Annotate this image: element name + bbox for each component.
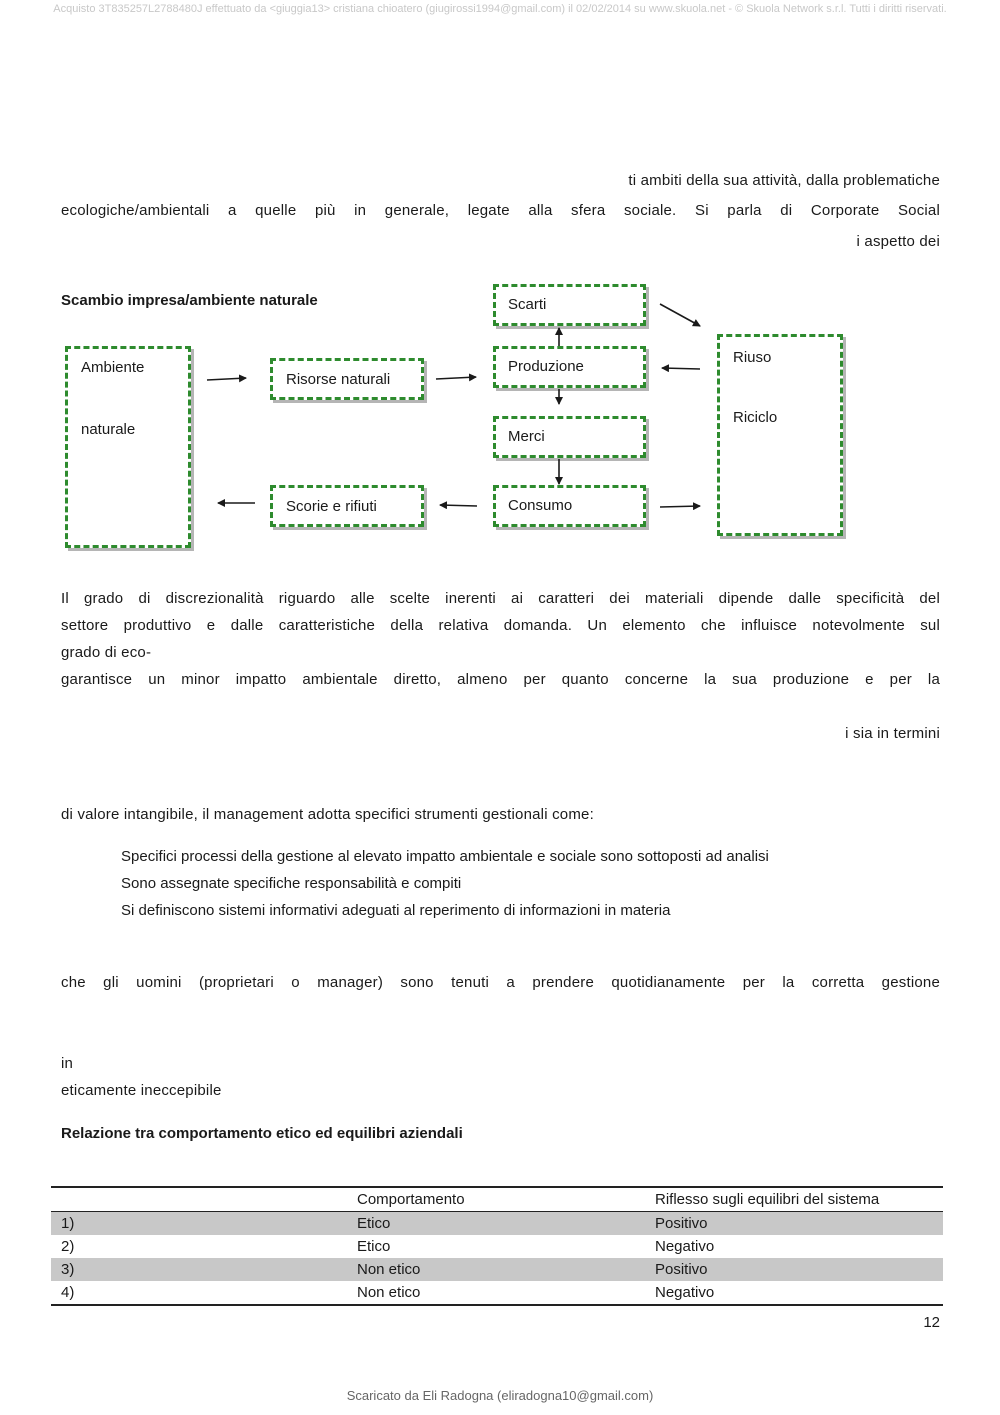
p4-line-1: in [61,1055,74,1072]
arrow-ambiente-to-risorse [207,378,246,380]
table-cell: Non etico [357,1261,421,1278]
table-title: Relazione tra comportamento etico ed equilibri aziendali [61,1125,463,1142]
table-cell: 3) [61,1261,75,1278]
box-riuso-label: Riuso [733,349,772,366]
intro-line-1: ti ambiti della sua attività, dalla problematiche [628,172,940,189]
p3-line: che gli uomini (proprietari o manager) sono tenuti a prendere quotidianamente per la corretta gestione [61,974,940,991]
box-scorie-label: Scorie e rifiuti [286,498,377,515]
box-produzione-label: Produzione [508,358,584,375]
p1-line-2: settore produttivo e dalle caratteristiche della relativa domanda. Un elemento che influisce notevolmente sul [61,617,940,634]
box-ambiente-label-2: naturale [81,421,136,438]
list-item: Specifici processi della gestione al elevato impatto ambientale e sociale sono sottoposti ad analisi [121,848,769,865]
arrow-riuso-to-produzione [662,368,700,369]
table-cell: Non etico [357,1284,421,1301]
box-scarti-label: Scarti [508,296,547,313]
table-header-cell: Riflesso sugli equilibri del sistema [655,1191,880,1208]
p1-line-3: grado di eco- [61,644,152,661]
table-row [51,1212,943,1236]
table-row [51,1281,943,1305]
table-header-cell [51,1187,347,1212]
table-cell: Etico [357,1238,391,1255]
arrow-consumo-to-scorie [440,505,477,506]
box-merci-label: Merci [508,428,545,445]
arrow-scarti-to-riuso [660,304,700,326]
p1-line-4: garantisce un minor impatto ambientale diretto, almeno per quanto concerne la sua produzione e per la [61,671,940,688]
list-item: Sono assegnate specifiche responsabilità e compiti [121,875,462,892]
intro-line-2: ecologiche/ambientali a quelle più in generale, legate alla sfera sociale. Si parla di Corporate Social [61,202,940,219]
table-row [51,1235,943,1258]
table-cell: Etico [357,1215,391,1232]
table-header-row [51,1187,943,1212]
table-cell: Positivo [655,1261,708,1278]
p4-line-2: eticamente ineccepibile [61,1082,222,1099]
table-cell: Positivo [655,1215,708,1232]
table-header-cell: Comportamento [357,1191,465,1208]
purchase-watermark: Acquisto 3T835257L2788480J effettuato da <giuggia13> cristiana chioatero (giugirossi1994@gmail.com) il 02/02/2014 su www.skuola.net - © Skuola Network s.r.l. Tutti i diritti riservati. [53,3,947,15]
diagram-title: Scambio impresa/ambiente naturale [61,292,318,309]
table-row [51,1258,943,1281]
box-risorse-label: Risorse naturali [286,371,391,388]
table-cell: 4) [61,1284,75,1301]
box-riciclo-label: Riciclo [733,409,778,426]
list-item: Si definiscono sistemi informativi adeguati al reperimento di informazioni in materia [121,902,671,919]
table-cell: 1) [61,1215,75,1232]
download-footer: Scaricato da Eli Radogna (eliradogna10@gmail.com) [346,1388,654,1403]
box-ambiente-label-1: Ambiente [81,359,145,376]
p1-line-5: i sia in termini [845,725,940,742]
arrow-consumo-to-riciclo [660,506,700,507]
arrow-risorse-to-produzione [436,377,476,379]
p2-line: di valore intangibile, il management adotta specifici strumenti gestionali come: [61,806,594,823]
intro-line-3: i aspetto dei [856,233,940,250]
ethics-balance-table [51,1186,943,1306]
table-cell: Negativo [655,1284,715,1301]
table-cell: 2) [61,1238,75,1255]
page-number: 12 [923,1314,940,1331]
box-consumo-label: Consumo [508,497,573,514]
table-cell: Negativo [655,1238,715,1255]
p1-line-1: Il grado di discrezionalità riguardo alle scelte inerenti ai caratteri dei materiali dipende dalle specificità del [61,590,940,607]
